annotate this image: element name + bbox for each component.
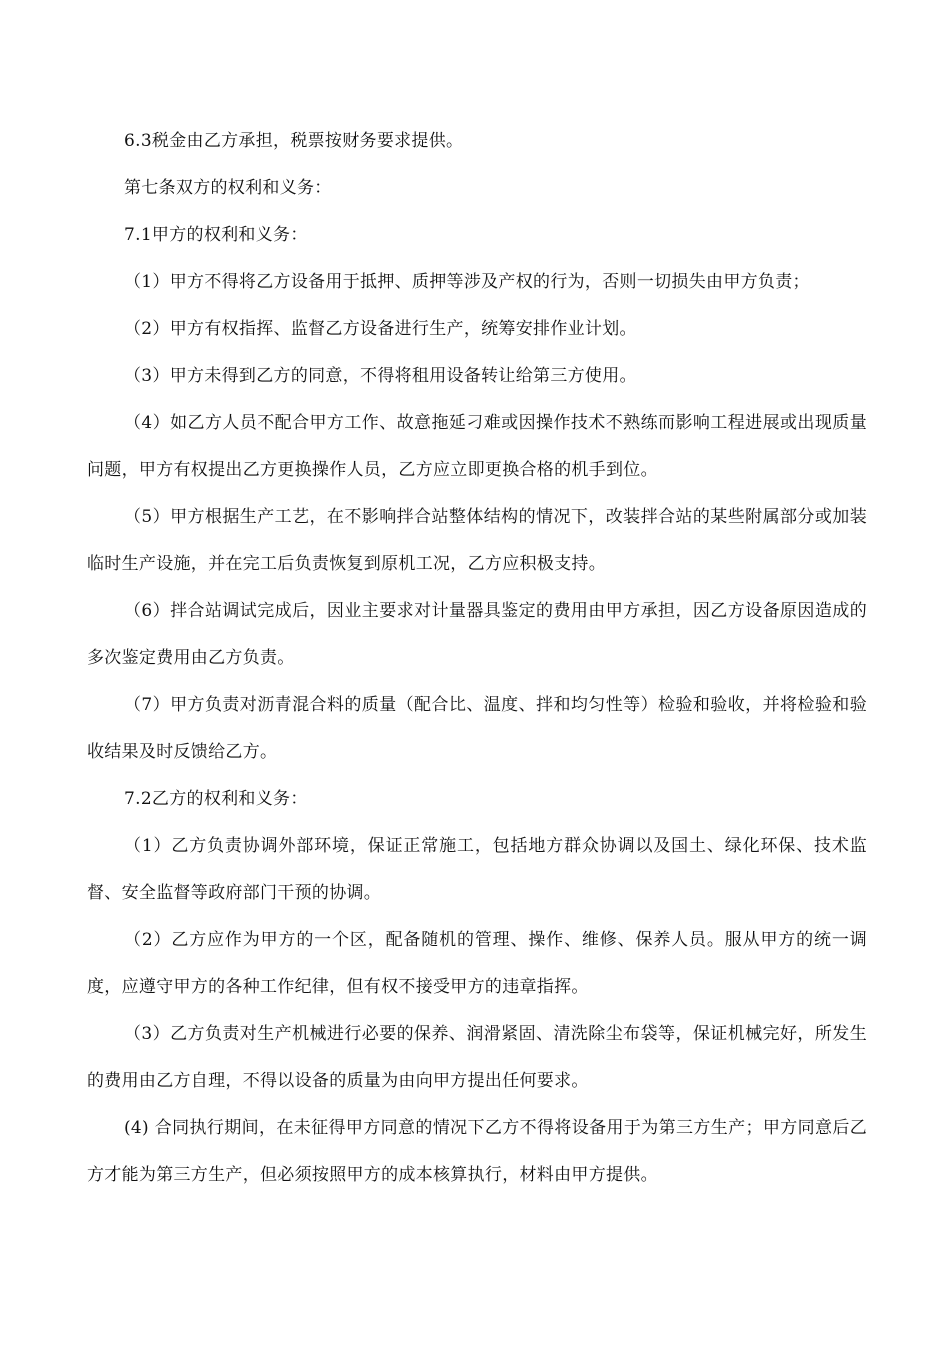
clause-7-1-item-7: （7）甲方负责对沥青混合料的质量（配合比、温度、拌和均匀性等）检验和验收，并将检验和验收结果及时反馈给乙方。 xyxy=(87,695,867,762)
article-7-heading: 第七条双方的权利和义务： xyxy=(124,178,332,198)
clause-7-1-item-6: （6）拌合站调试完成后，因业主要求对计量器具鉴定的费用由甲方承担，因乙方设备原因造成的多次鉴定费用由乙方负责。 xyxy=(87,601,867,668)
clause-7-2-item-2: （2）乙方应作为甲方的一个区，配备随机的管理、操作、维修、保养人员。服从甲方的统一调度，应遵守甲方的各种工作纪律，但有权不接受甲方的违章指挥。 xyxy=(87,930,867,997)
clause-7-2-item-4: (4) 合同执行期间，在未征得甲方同意的情况下乙方不得将设备用于为第三方生产；甲方同意后乙方才能为第三方生产，但必须按照甲方的成本核算执行，材料由甲方提供。 xyxy=(87,1118,867,1185)
clause-7-1-item-3: （3）甲方未得到乙方的同意，不得将租用设备转让给第三方使用。 xyxy=(124,366,637,386)
document-body xyxy=(87,118,867,1199)
section-7-1-heading: 7.1甲方的权利和义务： xyxy=(124,225,308,245)
section-7-2-heading: 7.2乙方的权利和义务： xyxy=(124,789,308,809)
clause-6-3: 6.3税金由乙方承担，税票按财务要求提供。 xyxy=(124,131,464,151)
clause-7-2-item-3: （3）乙方负责对生产机械进行必要的保养、润滑紧固、清洗除尘布袋等，保证机械完好，所发生的费用由乙方自理，不得以设备的质量为由向甲方提出任何要求。 xyxy=(87,1024,867,1091)
clause-7-1-item-5: （5）甲方根据生产工艺，在不影响拌合站整体结构的情况下，改装拌合站的某些附属部分或加装临时生产设施，并在完工后负责恢复到原机工况，乙方应积极支持。 xyxy=(87,507,867,574)
clause-7-1-item-4: （4）如乙方人员不配合甲方工作、故意拖延刁难或因操作技术不熟练而影响工程进展或出现质量问题，甲方有权提出乙方更换操作人员，乙方应立即更换合格的机手到位。 xyxy=(87,413,867,480)
clause-7-1-item-1: （1）甲方不得将乙方设备用于抵押、质押等涉及产权的行为，否则一切损失由甲方负责； xyxy=(124,272,810,292)
clause-7-2-item-1: （1）乙方负责协调外部环境，保证正常施工，包括地方群众协调以及国土、绿化环保、技术监督、安全监督等政府部门干预的协调。 xyxy=(87,836,867,903)
clause-7-1-item-2: （2）甲方有权指挥、监督乙方设备进行生产，统筹安排作业计划。 xyxy=(124,319,637,339)
